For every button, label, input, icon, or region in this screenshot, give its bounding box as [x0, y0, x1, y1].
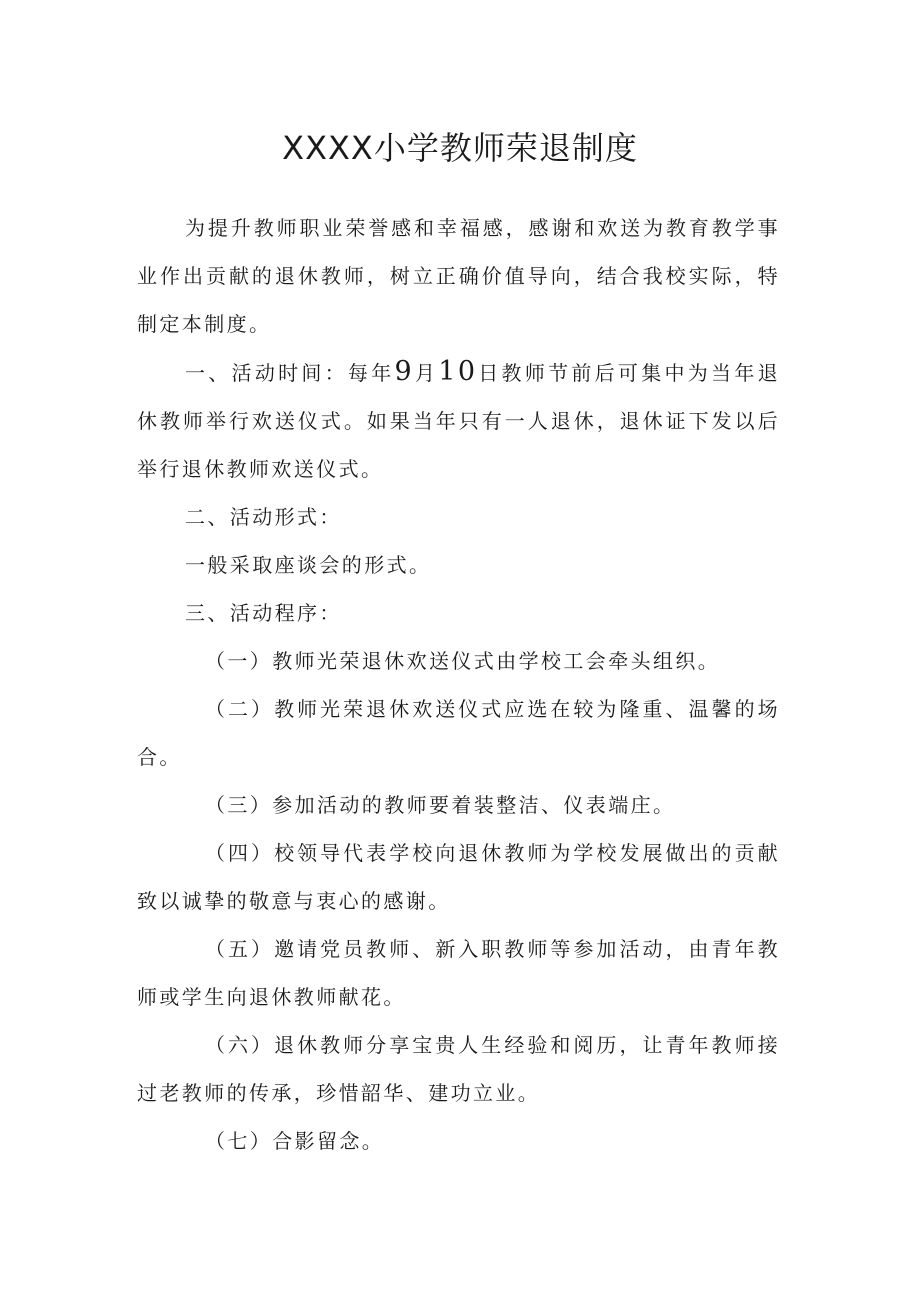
section-1-rest: 日教师节前后可集中为当年退休教师举行欢送仪式。如果当年只有一人退休，退休证下发以后举行退休教师欢送仪式。 — [137, 361, 780, 481]
section-1-month-label: 月 — [414, 361, 439, 385]
document-title: XXXX小学教师荣退制度 — [282, 129, 638, 167]
section-1-day-number: 10 — [438, 356, 478, 387]
procedure-item-3: （三）参加活动的教师要着装整洁、仪表端庄。 — [205, 793, 676, 817]
procedure-item-1: （一）教师光荣退休欢送仪式由学校工会牵头组织。 — [205, 649, 721, 673]
section-2-heading: 二、活动形式： — [185, 505, 342, 529]
document-body — [137, 204, 780, 1165]
procedure-item-7: （七）合影留念。 — [205, 1129, 385, 1153]
procedure-item-4: （四）校领导代表学校向退休教师为学校发展做出的贡献致以诚挚的敬意与衷心的感谢。 — [137, 841, 780, 913]
procedure-item-5: （五）邀请党员教师、新入职教师等参加活动，由青年教师或学生向退休教师献花。 — [137, 937, 780, 1009]
section-1-prefix: 一、活动时间：每年 — [185, 361, 395, 385]
intro-paragraph: 为提升教师职业荣誉感和幸福感，感谢和欢送为教育教学事业作出贡献的退休教师，树立正确价值导向，结合我校实际，特制定本制度。 — [137, 216, 780, 336]
procedure-item-6: （六）退休教师分享宝贵人生经验和阅历，让青年教师接过老教师的传承，珍惜韶华、建功立业。 — [137, 1033, 780, 1105]
procedure-item-2: （二）教师光荣退休欢送仪式应选在较为隆重、温馨的场合。 — [137, 697, 780, 769]
section-1-month-number: 9 — [394, 356, 415, 387]
section-3-heading: 三、活动程序： — [185, 601, 342, 625]
section-2-content: 一般采取座谈会的形式。 — [185, 553, 432, 577]
section-1-paragraph — [137, 348, 780, 493]
